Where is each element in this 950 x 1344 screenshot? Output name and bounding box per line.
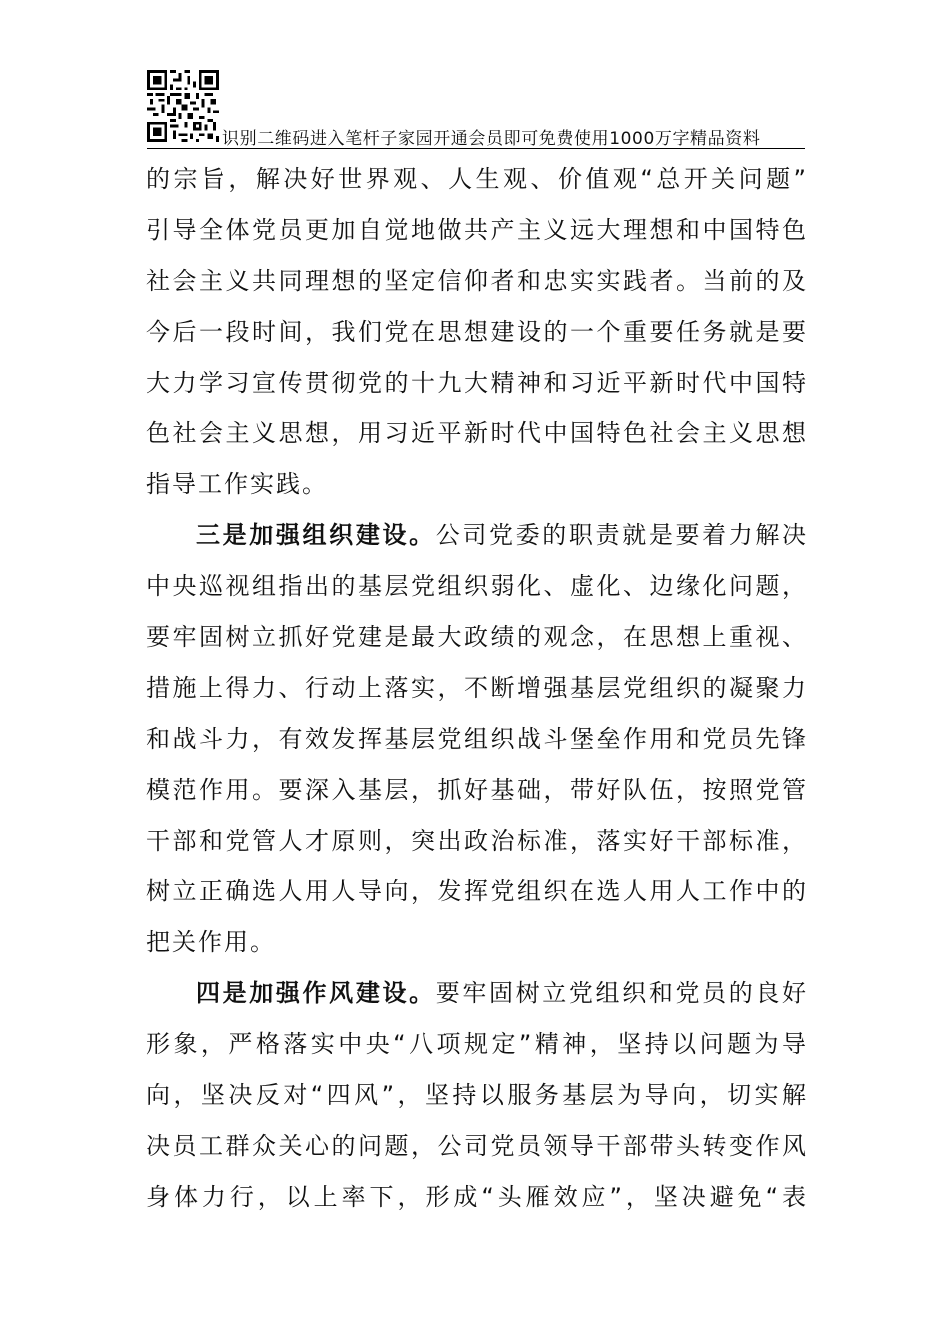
paragraph-lead-heading: 三是加强组织建设。 [196,521,436,550]
paragraph-first-line-rest: 要牢固树立党组织和党员的良好 [435,979,807,1008]
text-line: 中央巡视组指出的基层党组织弱化、虚化、边缘化问题， [146,572,806,601]
text-line: 形象，严格落实中央“八项规定”精神，坚持以问题为导 [146,1030,806,1059]
text-line: 大力学习宣传贯彻党的十九大精神和习近平新时代中国特 [146,368,806,397]
text-line: 今后一段时间，我们党在思想建设的一个重要任务就是要 [146,317,806,346]
header-divider [147,148,805,149]
text-line: 把关作用。 [146,928,276,957]
text-line: 措施上得力、行动上落实，不断增强基层党组织的凝聚力 [146,673,806,702]
text-line: 的宗旨，解决好世界观、人生观、价值观“总开关问题” [146,165,806,193]
paragraph-first-line [146,968,806,1019]
text-line: 社会主义共同理想的坚定信仰者和忠实实践者。当前的及 [146,266,806,295]
text-line: 身体力行，以上率下，形成“头雁效应”，坚决避免“表 [146,1182,806,1211]
paragraph-first-line [146,510,806,561]
document-body [146,154,806,1223]
text-line: 干部和党管人才原则，突出政治标准，落实好干部标准， [146,826,806,855]
text-line: 色社会主义思想，用习近平新时代中国特色社会主义思想 [146,419,806,448]
paragraph-lead-heading: 四是加强作风建设。 [196,979,436,1008]
header-promo-text: 识别二维码进入笔杆子家园开通会员即可免费使用1000万字精品资料 [222,129,761,149]
text-line: 向，坚决反对“四风”，坚持以服务基层为导向，切实解 [146,1081,806,1110]
text-line: 模范作用。要深入基层，抓好基础，带好队伍，按照党管 [146,775,806,804]
text-line: 引导全体党员更加自觉地做共产主义远大理想和中国特色 [146,215,806,244]
paragraph-first-line-rest: 公司党委的职责就是要着力解决 [435,521,807,550]
text-line: 树立正确选人用人导向，发挥党组织在选人用人工作中的 [146,877,806,906]
text-line: 指导工作实践。 [146,470,328,499]
text-line: 要牢固树立抓好党建是最大政绩的观念，在思想上重视、 [146,623,806,652]
qr-code-icon [147,70,219,142]
text-line: 决员工群众关心的问题，公司党员领导干部带头转变作风 [146,1131,806,1160]
text-line: 和战斗力，有效发挥基层党组织战斗堡垒作用和党员先锋 [146,724,806,753]
